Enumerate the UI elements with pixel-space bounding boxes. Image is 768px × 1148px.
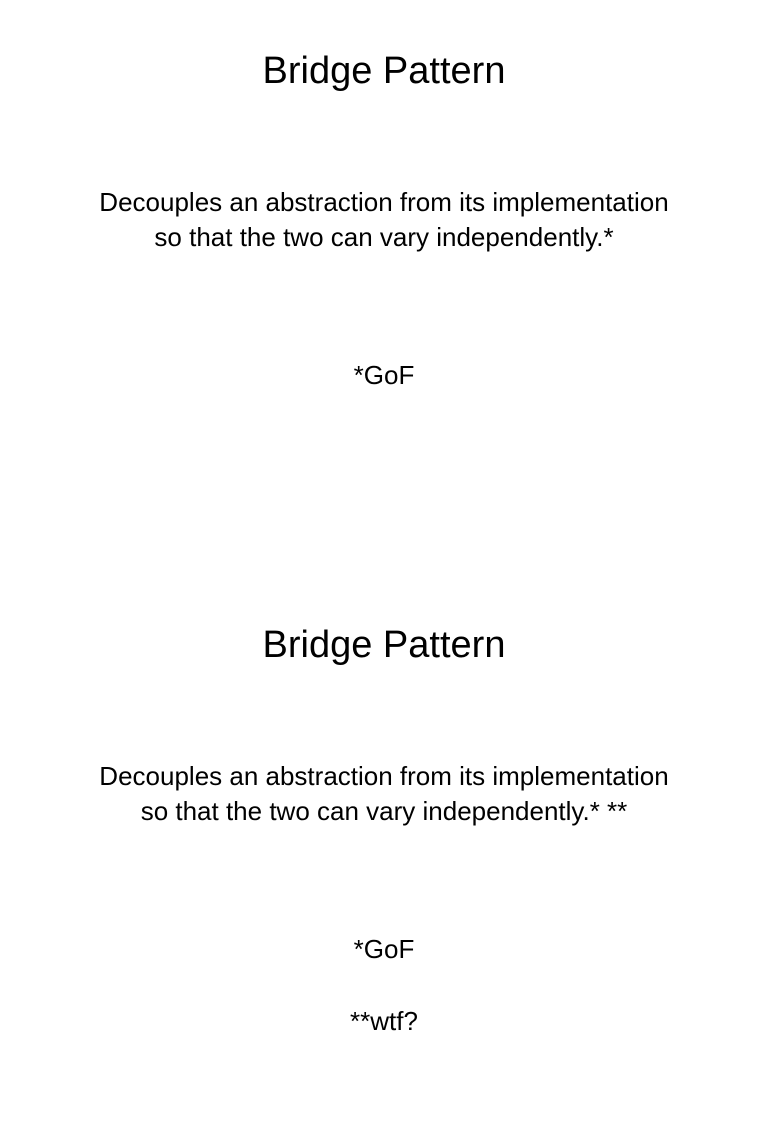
definition-line: so that the two can vary independently.* **	[140, 796, 628, 826]
definition-line: Decouples an abstraction from its implementation	[99, 761, 669, 791]
footnote-gof: *GoF	[353, 934, 415, 964]
definition-line: Decouples an abstraction from its implementation	[99, 187, 669, 217]
slide-2	[0, 574, 768, 1148]
definition-text	[0, 185, 768, 255]
definition-text	[0, 759, 768, 829]
footnote-wtf: **wtf?	[350, 1006, 418, 1036]
slide-title: Bridge Pattern	[262, 624, 506, 666]
definition-line: so that the two can vary independently.*	[154, 222, 614, 252]
footnote-gof: *GoF	[353, 360, 415, 390]
slide-title: Bridge Pattern	[262, 50, 506, 92]
